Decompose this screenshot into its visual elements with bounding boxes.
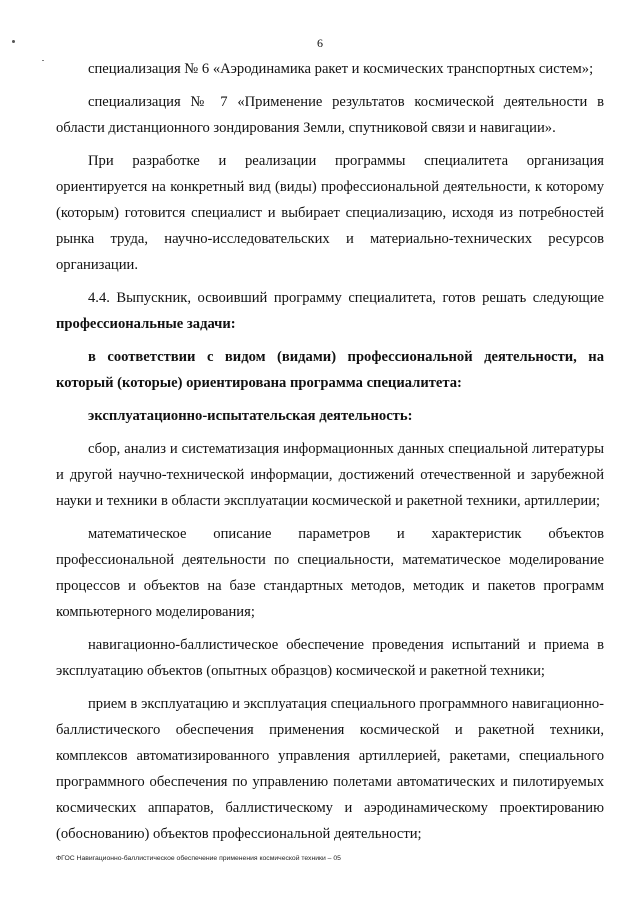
paragraph [56, 632, 604, 684]
paragraph-text: сбор, анализ и систематизация информационных данных специальной литературы и другой научно-технической информации, достижений отечественной и зарубежной науки и техники в области эксплуатации космической и ракетной техники, артиллерии; [56, 441, 604, 509]
bold-heading [56, 344, 604, 396]
paragraph [56, 521, 604, 625]
bold-phrase: профессиональные задачи: [56, 316, 236, 332]
paragraph-text: навигационно-баллистическое обеспечение проведения испытаний и приема в эксплуатацию объектов (опытных образцов) космической и ракетной техники; [56, 637, 604, 679]
paragraph [56, 89, 604, 141]
paragraph-text: специализация № 6 «Аэродинамика ракет и космических транспортных систем»; [88, 61, 594, 77]
paragraph-text: математическое описание параметров и характеристик объектов профессиональной деятельности по специальности, математическое моделирование процессов и объектов на базе стандартных методов, методик и пакетов программ компьютерного моделирования; [56, 526, 604, 620]
paragraph [56, 436, 604, 514]
section-heading [56, 403, 604, 429]
heading-text: эксплуатационно-испытательская деятельность: [88, 408, 413, 424]
paragraph-text: При разработке и реализации программы специалитета организация ориентируется на конкретный вид (виды) профессиональной деятельности, к которому (которым) готовится специалист и выбирает специализацию, исходя из потребностей рынка труда, научно-исследовательских и материально-технических ресурсов организации. [56, 153, 604, 273]
paragraph-text: специализация № 7 «Применение результатов космической деятельности в области дистанционного зондирования Земли, спутниковой связи и навигации». [56, 94, 604, 136]
paragraph-text: прием в эксплуатацию и эксплуатация специального программного навигационно-баллистического обеспечения применения космической и ракетной техники, комплексов автоматизированного управления артиллерией, ракетами, специального программного обеспечения по управлению полетами автоматических и пилотируемых космических аппаратов, баллистическому и аэродинамическому проектированию (обоснованию) объектов профессиональной деятельности; [56, 696, 604, 842]
page-number: 6 [317, 36, 323, 50]
scan-dot [42, 60, 44, 61]
paragraph-text: 4.4. Выпускник, освоивший программу специалитета, готов решать следующие [88, 290, 604, 306]
heading-text: в соответствии с видом (видами) профессиональной деятельности, на который (которые) ориентирована программа специалитета: [56, 349, 604, 391]
paragraph [56, 691, 604, 847]
paragraph [56, 148, 604, 278]
document-body [56, 56, 604, 847]
paragraph [56, 285, 604, 337]
paragraph [56, 56, 604, 82]
footer-text: ФГОС Навигационно-баллистическое обеспечение применения космической техники – 05 [56, 855, 341, 862]
